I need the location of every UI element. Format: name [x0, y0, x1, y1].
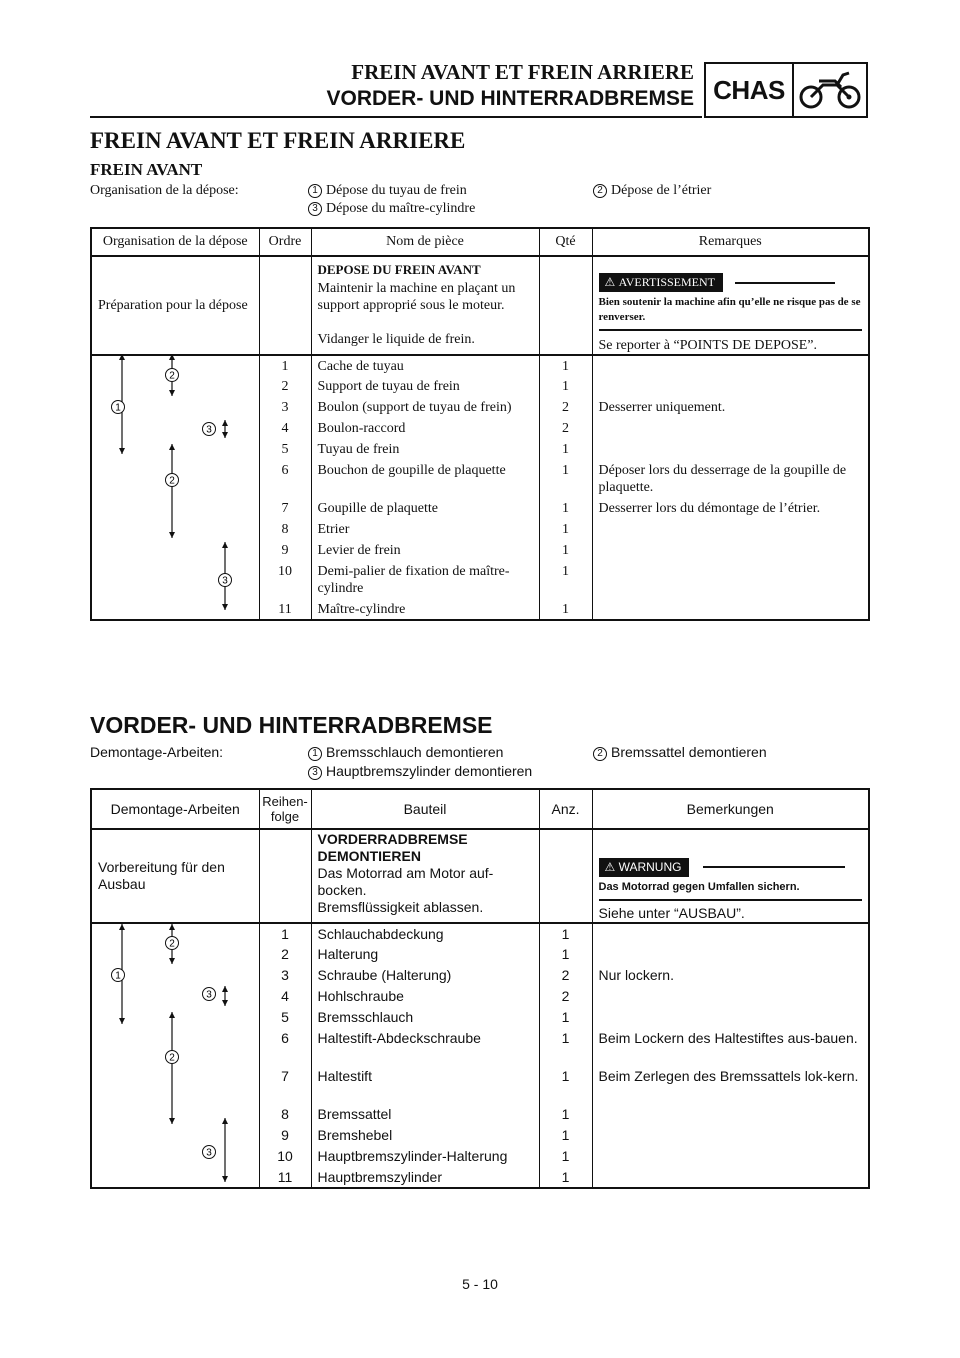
arrow-head: [169, 958, 175, 964]
prep-steps: DEPOSE DU FREIN AVANT Maintenir la machine en plaçant un support approprié sous le moteur. Vidanger le liquide de frein.: [311, 256, 539, 355]
col-header: Ordre: [259, 228, 311, 256]
row-qty: 1: [539, 1066, 592, 1104]
step-marker-label: 1: [115, 970, 121, 982]
step-marker-label: 3: [206, 424, 212, 436]
row-qty: 1: [539, 1146, 592, 1167]
step-marker-label: 2: [169, 1052, 175, 1064]
section-heading-fr: FREIN AVANT ET FREIN ARRIERE: [90, 128, 466, 153]
col-header: Organisation de la dépose: [91, 228, 259, 256]
arrow-head: [222, 1000, 228, 1006]
arrow-head: [169, 390, 175, 396]
row-part-name: Bremshebel: [311, 1125, 539, 1146]
row-qty: 1: [539, 540, 592, 561]
arrow-head: [222, 432, 228, 438]
arrow-head: [222, 420, 228, 426]
step-marker-label: 2: [169, 370, 175, 382]
prep-steps: VORDERRADBREMSE DEMONTIEREN Das Motorrad am Motor auf-bocken. Bremsflüssigkeit ablassen.: [311, 829, 539, 923]
arrow-head: [169, 1118, 175, 1124]
step-2-fr: 2 Dépose de l’étrier: [593, 183, 711, 199]
arrow-head: [169, 532, 175, 538]
row-remark: [592, 1167, 869, 1188]
header-rule: [90, 116, 702, 118]
section-code: CHAS: [706, 64, 794, 116]
step-marker-label: 3: [206, 989, 212, 1001]
row-order: 5: [259, 439, 311, 460]
sub-heading-fr: FREIN AVANT: [90, 160, 203, 179]
step-marker-label: 3: [206, 1147, 212, 1159]
row-part-name: Boulon (support de tuyau de frein): [311, 397, 539, 418]
row-order: 7: [259, 1066, 311, 1104]
row-order: 9: [259, 540, 311, 561]
arrow-head: [119, 354, 125, 360]
row-part-name: Hohlschraube: [311, 986, 539, 1007]
col-header: Nom de pièce: [311, 228, 539, 256]
row-part-name: Maître-cylindre: [311, 599, 539, 620]
col-header: Remarques: [592, 228, 869, 256]
row-part-name: Haltestift-Abdeckschraube: [311, 1028, 539, 1066]
step-marker-label: 2: [169, 475, 175, 487]
col-header: Reihen-folge: [259, 789, 311, 829]
row-remark: Beim Zerlegen des Bremssattels lok-kern.: [592, 1066, 869, 1104]
col-header: Demontage-Arbeiten: [91, 789, 259, 829]
arrow-head: [222, 1176, 228, 1182]
row-qty: 1: [539, 439, 592, 460]
row-order: 9: [259, 1125, 311, 1146]
row-remark: Nur lockern.: [592, 965, 869, 986]
row-qty: 1: [539, 355, 592, 376]
row-remark: Déposer lors du desserrage de la goupille de plaquette.: [592, 460, 869, 498]
row-qty: 1: [539, 599, 592, 620]
step-1-fr: 1 Dépose du tuyau de frein: [308, 183, 467, 199]
arrow-head: [169, 354, 175, 360]
row-qty: 1: [539, 1167, 592, 1188]
row-qty: 1: [539, 519, 592, 540]
row-remark: [592, 986, 869, 1007]
arrow-head: [169, 1012, 175, 1018]
row-part-name: Boulon-raccord: [311, 418, 539, 439]
row-qty: 1: [539, 1125, 592, 1146]
row-order: 10: [259, 561, 311, 599]
row-order: 11: [259, 599, 311, 620]
row-part-name: Schraube (Halterung): [311, 965, 539, 986]
row-part-name: Support de tuyau de frein: [311, 376, 539, 397]
row-part-name: Cache de tuyau: [311, 355, 539, 376]
row-order: 8: [259, 1104, 311, 1125]
row-order: 3: [259, 965, 311, 986]
page-number: 5 - 10: [462, 1276, 498, 1292]
warning-badge: ⚠ WARNUNG: [599, 858, 690, 877]
row-order: 8: [259, 519, 311, 540]
row-part-name: Halterung: [311, 944, 539, 965]
org-label-fr: Organisation de la dépose:: [90, 183, 239, 198]
step-marker-label: 3: [222, 575, 228, 587]
row-remark: [592, 519, 869, 540]
warning-box: ⚠ WARNUNG Das Motorrad gegen Umfallen sichern.: [599, 858, 863, 901]
row-order: 4: [259, 986, 311, 1007]
col-header: Bauteil: [311, 789, 539, 829]
row-remark: [592, 923, 869, 944]
row-part-name: Bouchon de goupille de plaquette: [311, 460, 539, 498]
row-part-name: Tuyau de frein: [311, 439, 539, 460]
row-remark: [592, 599, 869, 620]
step-2-de: 2 Bremssattel demontieren: [593, 744, 767, 761]
row-qty: 2: [539, 397, 592, 418]
row-order: 1: [259, 355, 311, 376]
prep-label: Vorbereitung für den Ausbau: [91, 829, 259, 923]
row-qty: 1: [539, 1028, 592, 1066]
sequence-diagram-fr: [100, 348, 250, 618]
arrow-head: [169, 924, 175, 930]
row-order: 6: [259, 1028, 311, 1066]
row-part-name: Schlauchabdeckung: [311, 923, 539, 944]
row-remark: [592, 355, 869, 376]
row-part-name: Bremsschlauch: [311, 1007, 539, 1028]
arrow-head: [222, 542, 228, 548]
row-part-name: Demi-palier de fixation de maître-cylindre: [311, 561, 539, 599]
row-remark: [592, 944, 869, 965]
row-remark: [592, 1007, 869, 1028]
warning-badge: ⚠ AVERTISSEMENT: [599, 273, 724, 292]
row-order: 10: [259, 1146, 311, 1167]
row-part-name: Haltestift: [311, 1066, 539, 1104]
row-remark: [592, 540, 869, 561]
step-1-de: 1 Bremsschlauch demontieren: [308, 744, 503, 761]
motorcycle-icon: [794, 64, 866, 116]
header-title-fr: FREIN AVANT ET FREIN ARRIERE: [351, 60, 694, 84]
row-part-name: Hauptbremszylinder-Halterung: [311, 1146, 539, 1167]
row-qty: 1: [539, 460, 592, 498]
row-order: 2: [259, 376, 311, 397]
row-order: 1: [259, 923, 311, 944]
row-order: 11: [259, 1167, 311, 1188]
step-3-de: 3 Hauptbremszylinder demontieren: [308, 763, 532, 780]
row-remark: [592, 418, 869, 439]
row-order: 2: [259, 944, 311, 965]
section-badge: [704, 62, 868, 118]
arrow-head: [119, 1018, 125, 1024]
step-3-fr: 3 Dépose du maître-cylindre: [308, 201, 475, 217]
row-order: 4: [259, 418, 311, 439]
row-qty: 1: [539, 923, 592, 944]
row-remark: Desserrer uniquement.: [592, 397, 869, 418]
arrow-head: [119, 448, 125, 454]
row-qty: 1: [539, 376, 592, 397]
col-header: Anz.: [539, 789, 592, 829]
row-qty: 1: [539, 498, 592, 519]
col-header: Qté: [539, 228, 592, 256]
arrow-head: [222, 986, 228, 992]
row-qty: 1: [539, 561, 592, 599]
row-qty: 2: [539, 986, 592, 1007]
arrow-head: [169, 444, 175, 450]
row-order: 5: [259, 1007, 311, 1028]
row-remark: Desserrer lors du démontage de l’étrier.: [592, 498, 869, 519]
row-part-name: Bremssattel: [311, 1104, 539, 1125]
row-remark: [592, 1146, 869, 1167]
row-qty: 2: [539, 418, 592, 439]
row-part-name: Levier de frein: [311, 540, 539, 561]
row-part-name: Etrier: [311, 519, 539, 540]
arrow-head: [222, 604, 228, 610]
step-marker-label: 2: [169, 938, 175, 950]
org-label-de: Demontage-Arbeiten:: [90, 744, 224, 760]
row-remark: [592, 439, 869, 460]
arrow-head: [119, 924, 125, 930]
row-remark: [592, 1104, 869, 1125]
col-header: Bemerkungen: [592, 789, 869, 829]
row-remark: [592, 561, 869, 599]
row-part-name: Goupille de plaquette: [311, 498, 539, 519]
prep-remarks: ⚠ WARNUNG Das Motorrad gegen Umfallen sichern. Siehe unter “AUSBAU”.: [592, 829, 869, 923]
row-order: 3: [259, 397, 311, 418]
row-qty: 1: [539, 1104, 592, 1125]
sequence-diagram-de: [100, 918, 250, 1188]
row-order: 6: [259, 460, 311, 498]
row-qty: 1: [539, 944, 592, 965]
section-heading-de: VORDER- UND HINTERRADBREMSE: [90, 712, 493, 738]
warning-box: ⚠ AVERTISSEMENT Bien soutenir la machine afin qu’elle ne risque pas de se renverser.: [599, 273, 863, 331]
row-qty: 2: [539, 965, 592, 986]
row-qty: 1: [539, 1007, 592, 1028]
row-order: 7: [259, 498, 311, 519]
row-remark: [592, 1125, 869, 1146]
header-title-de: VORDER- UND HINTERRADBREMSE: [326, 87, 694, 110]
prep-remarks: ⚠ AVERTISSEMENT Bien soutenir la machine afin qu’elle ne risque pas de se renverser. Se reporter à “POINTS DE DEPOSE”.: [592, 256, 869, 355]
row-remark: [592, 376, 869, 397]
row-remark: Beim Lockern des Haltestiftes aus-bauen.: [592, 1028, 869, 1066]
arrow-head: [222, 1118, 228, 1124]
row-part-name: Hauptbremszylinder: [311, 1167, 539, 1188]
step-marker-label: 1: [115, 402, 121, 414]
prep-label: Préparation pour la dépose: [91, 256, 259, 355]
